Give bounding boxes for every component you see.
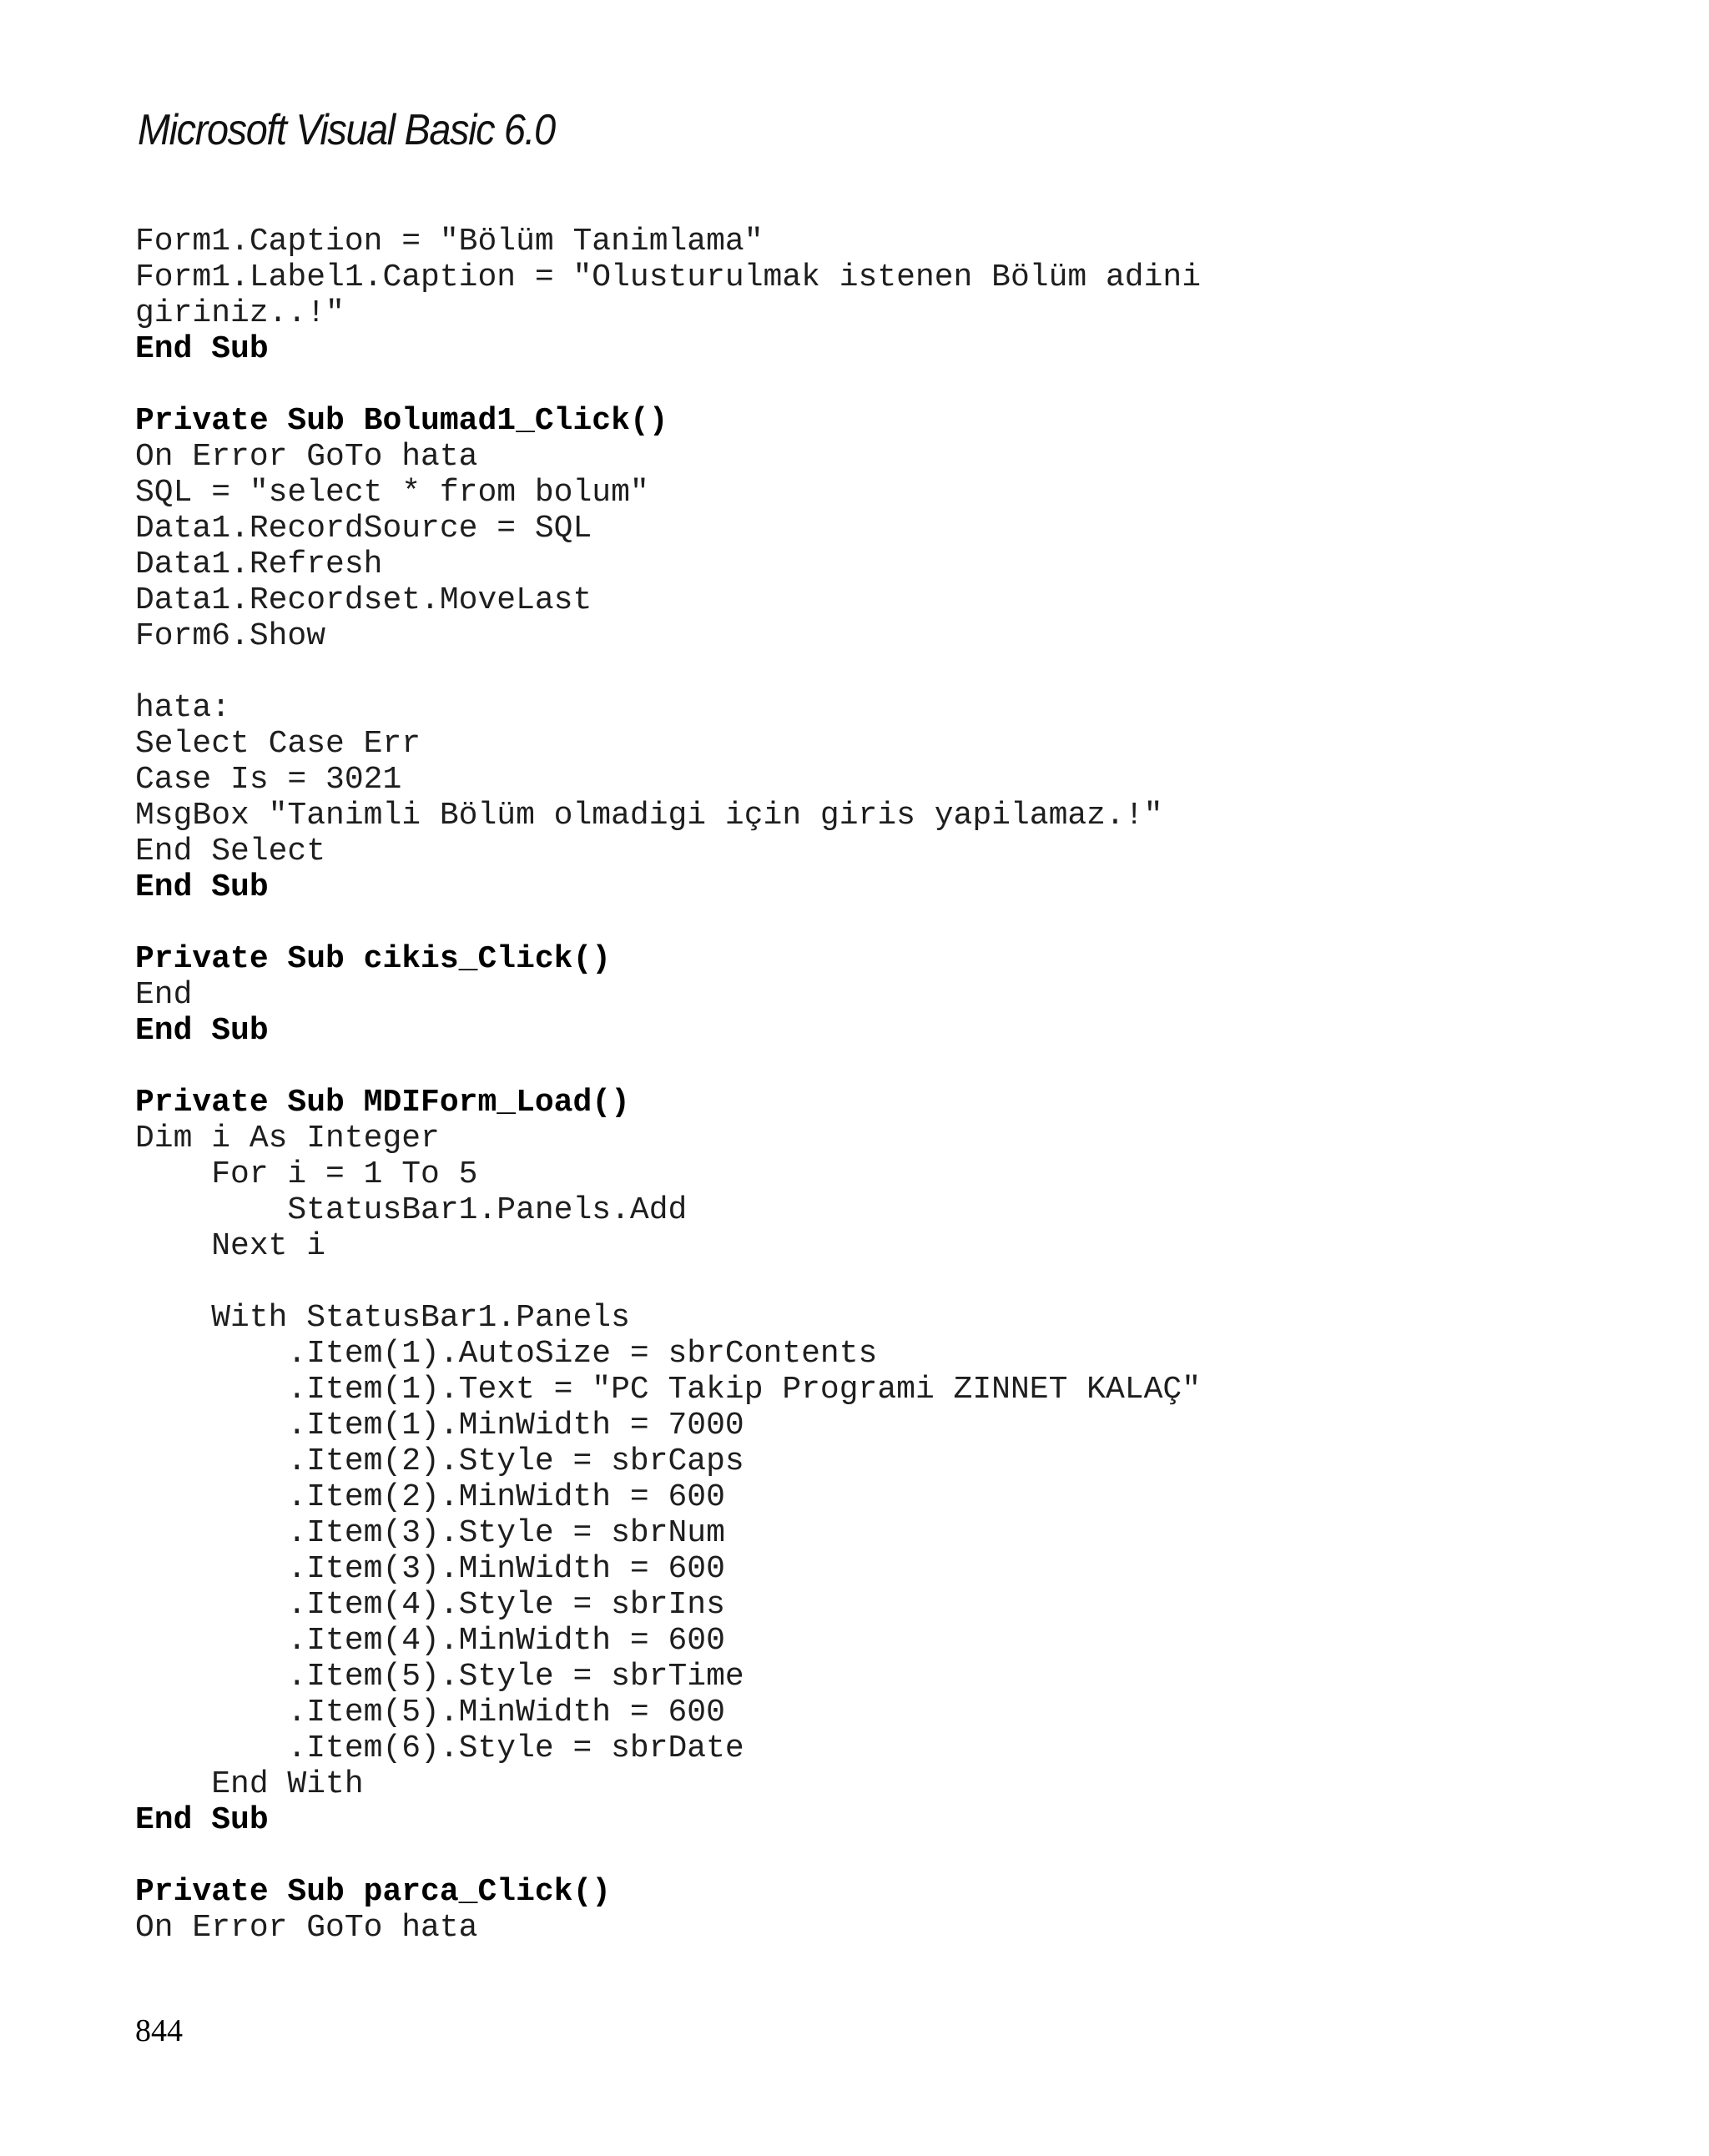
code-blank-line	[135, 654, 1201, 690]
code-line: .Item(3).MinWidth = 600	[135, 1551, 725, 1587]
code-line: Form1.Caption = "Bölüm Tanimlama"	[135, 224, 764, 259]
code-blank-line	[135, 1049, 1201, 1085]
code-line: End Select	[135, 834, 326, 869]
code-line: .Item(4).MinWidth = 600	[135, 1623, 725, 1659]
code-line: On Error GoTo hata	[135, 1910, 478, 1946]
page-number: 844	[135, 2013, 183, 2048]
code-line: Dim i As Integer	[135, 1121, 440, 1156]
code-line: With StatusBar1.Panels	[135, 1300, 630, 1336]
code-declaration-line: Private Sub cikis_Click()	[135, 941, 612, 977]
code-declaration-line: End Sub	[135, 1013, 269, 1049]
code-line: giriniz..!"	[135, 295, 345, 331]
code-line: MsgBox "Tanimli Bölüm olmadigi için giris yapilamaz.!"	[135, 798, 1163, 834]
code-line: .Item(1).Text = "PC Takip Programi ZINNET KALAÇ"	[135, 1372, 1202, 1408]
code-blank-line	[135, 1264, 1201, 1300]
code-line: StatusBar1.Panels.Add	[135, 1192, 688, 1228]
code-line: .Item(6).Style = sbrDate	[135, 1730, 744, 1766]
code-line: .Item(4).Style = sbrIns	[135, 1587, 725, 1623]
code-line: Next i	[135, 1228, 326, 1264]
code-declaration-line: End Sub	[135, 1802, 269, 1838]
code-blank-line	[135, 1838, 1201, 1874]
code-line: .Item(2).Style = sbrCaps	[135, 1443, 744, 1479]
code-line: Data1.Recordset.MoveLast	[135, 582, 592, 618]
code-line: For i = 1 To 5	[135, 1156, 478, 1192]
code-line: SQL = "select * from bolum"	[135, 475, 649, 511]
code-line: Data1.RecordSource = SQL	[135, 511, 592, 547]
page-header-title: Microsoft Visual Basic 6.0	[138, 106, 555, 154]
code-declaration-line: Private Sub MDIForm_Load()	[135, 1085, 630, 1121]
code-declaration-line: Private Sub Bolumad1_Click()	[135, 403, 668, 439]
code-line: .Item(5).Style = sbrTime	[135, 1659, 744, 1695]
code-line: End With	[135, 1766, 364, 1802]
code-line: Select Case Err	[135, 726, 421, 762]
code-declaration-line: End Sub	[135, 869, 269, 905]
code-listing	[135, 224, 1201, 1946]
code-line: Data1.Refresh	[135, 547, 383, 582]
code-blank-line	[135, 367, 1201, 403]
code-declaration-line: Private Sub parca_Click()	[135, 1874, 612, 1910]
code-line: Form6.Show	[135, 618, 326, 654]
code-line: .Item(2).MinWidth = 600	[135, 1479, 725, 1515]
code-line: End	[135, 977, 193, 1013]
code-line: Case Is = 3021	[135, 762, 402, 798]
code-line: On Error GoTo hata	[135, 439, 478, 475]
code-blank-line	[135, 905, 1201, 941]
code-line: .Item(1).MinWidth = 7000	[135, 1408, 744, 1443]
code-line: Form1.Label1.Caption = "Olusturulmak istenen Bölüm adini	[135, 259, 1202, 295]
code-line: .Item(1).AutoSize = sbrContents	[135, 1336, 878, 1372]
code-line: .Item(5).MinWidth = 600	[135, 1695, 725, 1730]
code-declaration-line: End Sub	[135, 331, 269, 367]
code-line: hata:	[135, 690, 231, 726]
code-line: .Item(3).Style = sbrNum	[135, 1515, 725, 1551]
